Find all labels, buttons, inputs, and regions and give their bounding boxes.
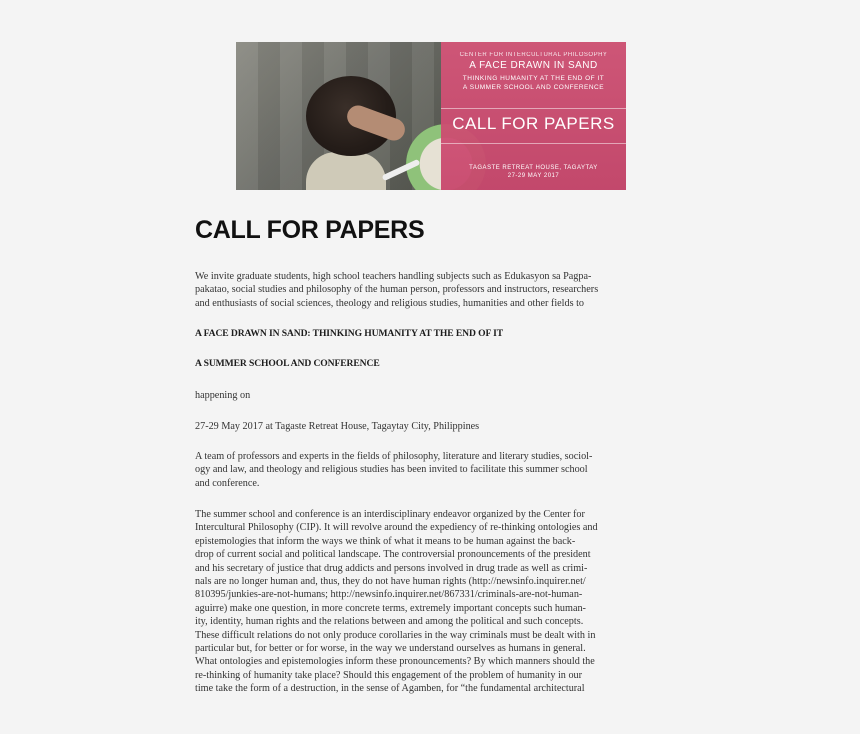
banner-date: 27-29 MAY 2017 (507, 173, 560, 179)
paragraph-line: ogy and law, and theology and religious studies has been invited to facilitate this summer school (195, 464, 588, 476)
paragraph-line: drop of current social and political landscape. The controversial pronouncements of the president (195, 549, 591, 561)
event-title: A FACE DRAWN IN SAND: THINKING HUMANITY AT THE END OF IT (195, 328, 504, 339)
banner-organizer: CENTER FOR INTERCULTURAL PHILOSOPHY (459, 52, 608, 58)
intro-paragraph (195, 270, 665, 310)
paragraph-line: A team of professors and experts in the fields of philosophy, literature and literary studies, sociol- (195, 451, 593, 462)
event-subtitle: A SUMMER SCHOOL AND CONFERENCE (195, 358, 380, 369)
happening-text: happening on (195, 390, 251, 401)
paragraph-line: and conference. (195, 477, 260, 489)
paragraph-line: aguirre) make one question, in more concrete terms, extremely important concepts such human- (195, 602, 586, 614)
banner-venue: TAGASTE RETREAT HOUSE, TAGAYTAY (469, 165, 598, 171)
paragraph-line: 810395/junkies-are-not-humans; http://newsinfo.inquirer.net/867331/criminals-are-not-human- (195, 589, 583, 601)
banner-title: A FACE DRAWN IN SAND (469, 60, 598, 71)
intro-line: We invite graduate students, high school teachers handling subjects such as Edukasyon sa Pagpa- (195, 271, 592, 282)
paragraph-line: epistemologies that inform the ways we think of what it means to be human against the back- (195, 535, 576, 547)
paragraph-line: The summer school and conference is an interdisciplinary endeavor organized by the Center for (195, 509, 585, 520)
date-place-text: 27-29 May 2017 at Tagaste Retreat House, Tagaytay City, Philippines (195, 421, 480, 432)
paragraph-line: What ontologies and epistemologies inform these pronouncements? By which manners should the (195, 656, 595, 668)
description-paragraph (195, 508, 665, 696)
banner-subtitle-2: A SUMMER SCHOOL AND CONFERENCE (462, 84, 605, 91)
banner-image (236, 42, 626, 190)
facilitators-paragraph (195, 450, 665, 490)
banner-cfp: CALL FOR PAPERS (452, 114, 615, 133)
banner-subtitle-1: THINKING HUMANITY AT THE END OF IT (462, 75, 605, 82)
intro-line: and enthusiasts of social sciences, theology and religious studies, humanities and other fields to (195, 297, 585, 309)
paragraph-line: nals are no longer human and, thus, they do not have human rights (http://newsinfo.inquirer.net/ (195, 576, 586, 588)
intro-line: pakatao, social studies and philosophy of the human person, professors and instructors, researchers (195, 284, 599, 296)
paragraph-line: Intercultural Philosophy (CIP). It will revolve around the expediency of re-thinking ontologies and (195, 522, 598, 534)
paragraph-line: particular but, for better or for worse, in the way we understand ourselves as humans in general. (195, 643, 586, 655)
page-title: CALL FOR PAPERS (195, 216, 425, 244)
paragraph-line: ity, identity, human rights and the relations between and among the political and such concepts. (195, 616, 584, 628)
paragraph-line: These difficult relations do not only produce corollaries in the way criminals must be dealt with in (195, 629, 596, 641)
paragraph-line: time take the form of a destruction, in the sense of Agamben, for “the fundamental architectural (195, 683, 585, 695)
child-figure (306, 152, 386, 190)
paragraph-line: re-thinking of humanity take place? Should this engagement of the problem of humanity in our (195, 669, 583, 681)
paragraph-line: and his secretary of justice that drug addicts and persons involved in drug trade as well as crimi- (195, 562, 588, 574)
